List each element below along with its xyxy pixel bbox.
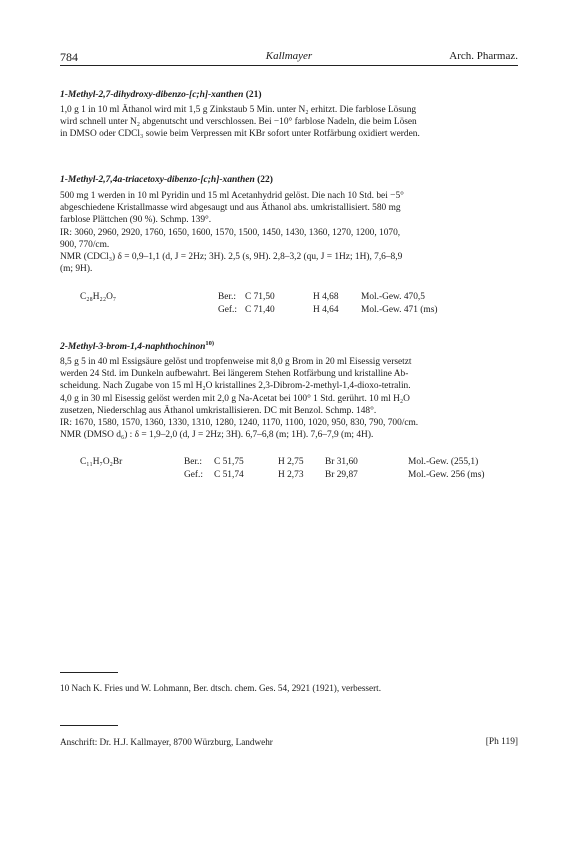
- text-line: abgeschiedene Kristallmasse wird abgesaugt und aus Äthanol abs. umkristallisiert. 580 mg: [60, 203, 401, 214]
- journal-name: Arch. Pharmaz.: [449, 50, 518, 62]
- section-body: [60, 356, 520, 441]
- analysis-label: Ber.:: [184, 457, 202, 467]
- compound-number: (21): [245, 90, 262, 100]
- text-line: NMR (DMSO d₆) : δ = 1,9–2,0 (d, J = 2Hz; 3H). 6,7–6,8 (m; 1H). 7,6–7,9 (m; 4H).: [60, 430, 374, 441]
- section-body: [60, 190, 520, 275]
- analysis-molweight: Mol.-Gew. 470,5: [361, 292, 425, 302]
- analysis-bromine: Br 29,87: [325, 470, 358, 480]
- address-rule: [60, 725, 118, 726]
- compound-number: (22): [257, 175, 273, 185]
- section-body: [60, 104, 520, 141]
- analysis-molweight: Mol.-Gew. 471 (ms): [361, 305, 438, 315]
- analysis-label: Gef.:: [184, 470, 204, 480]
- section-title-text: 1-Methyl-2,7,4a-triacetoxy-dibenzo-[c;h]-xanthen: [60, 175, 255, 185]
- molecular-formula: C₂₈H₂₂O₇: [80, 292, 117, 302]
- manuscript-code: [Ph 119]: [485, 737, 518, 747]
- text-line: IR: 3060, 2960, 2920, 1760, 1650, 1600, 1570, 1500, 1450, 1430, 1360, 1270, 1200, 1070,: [60, 227, 401, 238]
- section-title: [60, 175, 273, 185]
- header-rule: [60, 65, 518, 66]
- text-line: 4,0 g in 30 ml Eisessig gelöst werden mit 2,0 g Na-Acetat bei 100° 1 Std. gerührt. 10 ml H₂O: [60, 393, 410, 404]
- section-title: [60, 90, 262, 100]
- section-title-text: 2-Methyl-3-brom-1,4-naphthochinon: [60, 342, 206, 353]
- analysis-carbon: C 51,74: [214, 470, 244, 480]
- molecular-formula: C₁₁H₇O₂Br: [80, 457, 123, 467]
- section-title: [60, 340, 214, 352]
- analysis-label: Ber.:: [218, 292, 236, 302]
- analysis-molweight: Mol.-Gew. 256 (ms): [408, 470, 485, 480]
- footnote: 10 Nach K. Fries und W. Lohmann, Ber. dtsch. chem. Ges. 54, 2921 (1921), verbessert.: [60, 683, 381, 693]
- analysis-carbon: C 51,75: [214, 457, 244, 467]
- text-line: werden 24 Std. im Dunkeln aufbewahrt. Bei längerem Stehen Rotfärbung und kristalline Ab-: [60, 369, 409, 380]
- text-line: 500 mg 1 werden in 10 ml Pyridin und 15 ml Acetanhydrid gelöst. Die nach 10 Std. bei −5°: [60, 191, 404, 201]
- author-address: Anschrift: Dr. H.J. Kallmayer, 8700 Würzburg, Landwehr: [60, 737, 273, 747]
- analysis-hydrogen: H 4,68: [313, 292, 339, 302]
- footnote-reference: 10): [205, 340, 215, 347]
- analysis-bromine: Br 31,60: [325, 457, 358, 467]
- page-header: [60, 50, 518, 66]
- text-line: 8,5 g 5 in 40 ml Essigsäure gelöst und tropfenweise mit 8,0 g Brom in 20 ml Eisessig versetzt: [60, 357, 412, 367]
- analysis-hydrogen: H 2,73: [278, 470, 304, 480]
- text-line: (m; 9H).: [60, 264, 93, 275]
- analysis-hydrogen: H 2,75: [278, 457, 304, 467]
- footnote-rule: [60, 672, 118, 673]
- running-author: Kallmayer: [265, 50, 313, 62]
- page-number: 784: [60, 50, 78, 64]
- text-line: NMR (CDCl₃) δ = 0,9–1,1 (d, J = 2Hz; 3H). 2,5 (s, 9H). 2,8–3,2 (qu, J = 1Hz; 1H), 7,6–8,9: [60, 251, 403, 262]
- text-line: zusetzen, Niederschlag aus Äthanol umkristallisieren. DC mit Benzol. Schmp. 148°.: [60, 405, 377, 416]
- text-line: wird schnell unter N₂ abgenutscht und verschlossen. Bei −10° farblose Nadeln, die beim Lösen: [60, 117, 417, 128]
- text-line: scheidung. Nach Zugabe von 15 ml H₂O kristallines 2,3-Dibrom-2-methyl-1,4-dioxo-tetralin.: [60, 381, 411, 392]
- text-line: in DMSO oder CDCl₃ sowie beim Verpressen mit KBr sofort unter Rotfärbung oxidiert werden.: [60, 129, 420, 140]
- section-title-text: 1-Methyl-2,7-dihydroxy-dibenzo-[c;h]-xanthen: [60, 90, 244, 100]
- text-line: 1,0 g 1 in 10 ml Äthanol wird mit 1,5 g Zinkstaub 5 Min. unter N₂ erhitzt. Die farblose Lösung: [60, 105, 417, 115]
- text-line: IR: 1670, 1580, 1570, 1360, 1330, 1310, 1280, 1240, 1170, 1100, 1020, 950, 830, 790, 700/cm.: [60, 417, 419, 428]
- text-line: 900, 770/cm.: [60, 239, 110, 250]
- analysis-carbon: C 71,50: [245, 292, 275, 302]
- analysis-label: Gef.:: [218, 305, 238, 315]
- analysis-carbon: C 71,40: [245, 305, 275, 315]
- analysis-molweight: Mol.-Gew. (255,1): [408, 457, 479, 467]
- text-line: farblose Plättchen (90 %). Schmp. 139°.: [60, 215, 212, 226]
- analysis-hydrogen: H 4,64: [313, 305, 339, 315]
